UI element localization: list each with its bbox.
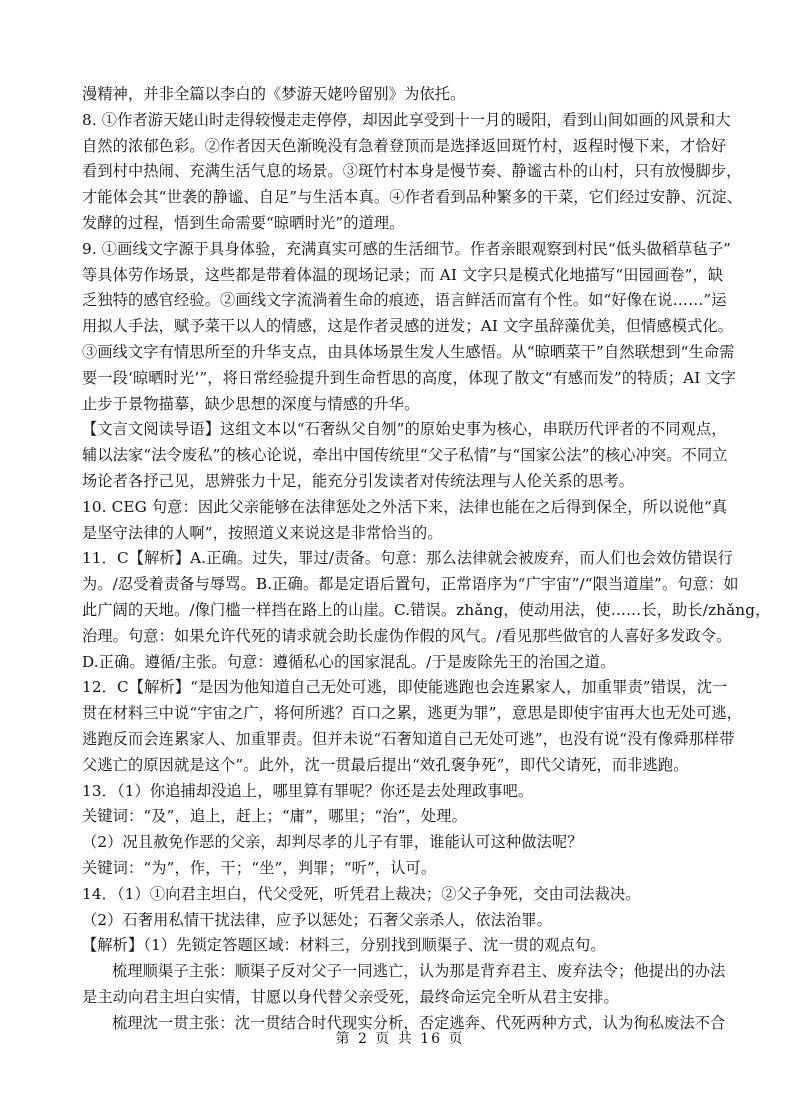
text-line: 自然的浓郁色彩。②作者因天色渐晚没有急着登顶而是选择返回斑竹村，返程时慢下来，才恰好 <box>82 136 727 155</box>
text-line: 漫精神，并非全篇以李白的《梦游天姥吟留别》为依托。 <box>82 85 466 103</box>
text-line: 逃跑反而会连累家人、加重罪责。但并未说“石奢知道自己无处可逃”，也没有说“没有像舜那样带 <box>82 729 735 748</box>
text-line: 乏独特的感官经验。②画线文字流淌着生命的痕迹，语言鲜活而富有个性。如“好像在说……”运 <box>82 291 727 310</box>
text-line: 此广阔的天地。/像门槛一样挡在路上的山崖。C.错误。zhǎng，使动用法，使……长，助长/zhǎng， <box>82 600 771 619</box>
text-line: 9. ①画线文字源于具身体验，充满真实可感的生活细节。作者亲眼观察到村民“低头做稻草毡子” <box>82 239 732 258</box>
text-line: 用拟人手法，赋予菜干以人的情感，这是作者灵感的迸发；AI 文字虽辞藻优美，但情感模式化。 <box>82 317 734 336</box>
text-line: 【文言文阅读导语】这组文本以“石奢纵父自刎”的原始史事为核心，串联历代评者的不同观点， <box>82 420 727 439</box>
text-line: 是坚守法律的人啊”，按照道义来说这是非常恰当的。 <box>82 523 443 542</box>
text-line: 【解析】（1）先锁定答题区域：材料三，分别找到顺渠子、沈一贯的观点句。 <box>82 936 606 955</box>
text-line: D.正确。遵循/主张。句意：遵循私心的国家混乱。/于是废除先王的治国之道。 <box>82 652 616 671</box>
text-line: 11．C【解析】A.正确。过失，罪过/责备。句意：那么法律就会被废弃，而人们也会效仿错误行 <box>82 549 733 568</box>
text-line: 辅以法家“法令废私”的核心论说，牵出中国传统里“父子私情”与“国家公法”的核心冲突。不同立 <box>82 446 728 465</box>
text-line: 14．（1）①向君主坦白，代父受死，听凭君上裁决；②父子争死，交由司法裁决。 <box>82 884 641 903</box>
page-number-footer: 第 2 页 共 16 页 <box>335 1031 465 1047</box>
text-line: 等具体劳作场景，这些都是带着体温的现场记录；而 AI 文字只是模式化地描写“田园画卷”，缺 <box>82 265 724 284</box>
text-line: 发酵的过程，悟到生命需要“晾晒时光”的道理。 <box>82 213 405 232</box>
text-line: 12．C【解析】“是因为他知道自己无处可逃，即使能逃跑也会连累家人，加重罪责”错误，沈一 <box>82 678 728 697</box>
text-line: 父逃亡的原因就是这个”。此外，沈一贯最后提出“效孔褒争死”，即代父请死，而非逃跑。 <box>82 755 689 774</box>
text-line: 是主动向君主坦白实情，甘愿以身代替父亲受死，最终命运完全听从君主安排。 <box>82 987 619 1006</box>
text-line: 贯在材料三中说“宇宙之广，将何所逃？百口之累，逃更为罪”，意思是即使宇宙再大也无处可逃， <box>82 704 743 723</box>
text-line: 为。/忍受着责备与辱骂。B.正确。都是定语后置句，正常语序为“广宇宙”/“限当道崖”。句意：如 <box>82 575 739 594</box>
text-line: 治理。句意：如果允许代死的请求就会助长虚伪作假的风气。/看见那些做官的人喜好多发政令。 <box>82 626 732 645</box>
text-line: ③画线文字有情思所至的升华支点，由具体场景生发人生感悟。从“晾晒菜干”自然联想到“生命需 <box>82 342 735 361</box>
text-line: 止步于景物描摹，缺少思想的深度与情感的升华。 <box>82 394 420 413</box>
text-line: 梳理顺渠子主张：顺渠子反对父子一同逃亡，认为那是背弃君主、废弃法令；他提出的办法 <box>112 962 726 981</box>
text-line: 场论者各抒己见，思辨张力十足，能充分引发读者对传统法理与人伦关系的思考。 <box>82 471 635 490</box>
text-line: 10. CEG 句意：因此父亲能够在法律惩处之外活下来，法律也能在之后得到保全，所以说他“真 <box>82 497 728 516</box>
text-line: 关键词：“为”，作，干；“坐”，判罪；“听”，认可。 <box>82 858 437 877</box>
text-line: 关键词：“及”，追上，赶上；“庸”，哪里；“治”，处理。 <box>82 807 467 826</box>
text-line: （2）石奢用私情干扰法律，应予以惩处；石奢父亲杀人，依法治罪。 <box>82 910 552 929</box>
text-line: 要一段‘晾晒时光’”，将日常经验提升到生命哲思的高度，体现了散文“有感而发”的特质；AI 文字 <box>82 368 737 387</box>
text-line: 13．（1）你追捕却没追上，哪里算有罪呢？你还是去处理政事吧。 <box>82 781 534 800</box>
text-line: （2）况且赦免作恶的父亲，却判尽孝的儿子有罪，谁能认可这种做法呢？ <box>82 833 583 852</box>
text-line: 看到村中热闹、充满生活气息的场景。③斑竹村本身是慢节奏、静谧古朴的山村，只有放慢脚步， <box>82 162 742 181</box>
text-line: 8. ①作者游天姥山时走得较慢走走停停，却因此享受到十一月的暖阳，看到山间如画的风景和大 <box>82 110 731 129</box>
text-line: 才能体会其“世袭的静谧、自足”与生活本真。④作者看到品种繁多的干菜，它们经过安静、沉淀、 <box>82 188 743 207</box>
text-line: 梳理沈一贯主张：沈一贯结合时代现实分析，否定逃奔、代死两种方式，认为徇私废法不合 <box>112 1013 726 1032</box>
